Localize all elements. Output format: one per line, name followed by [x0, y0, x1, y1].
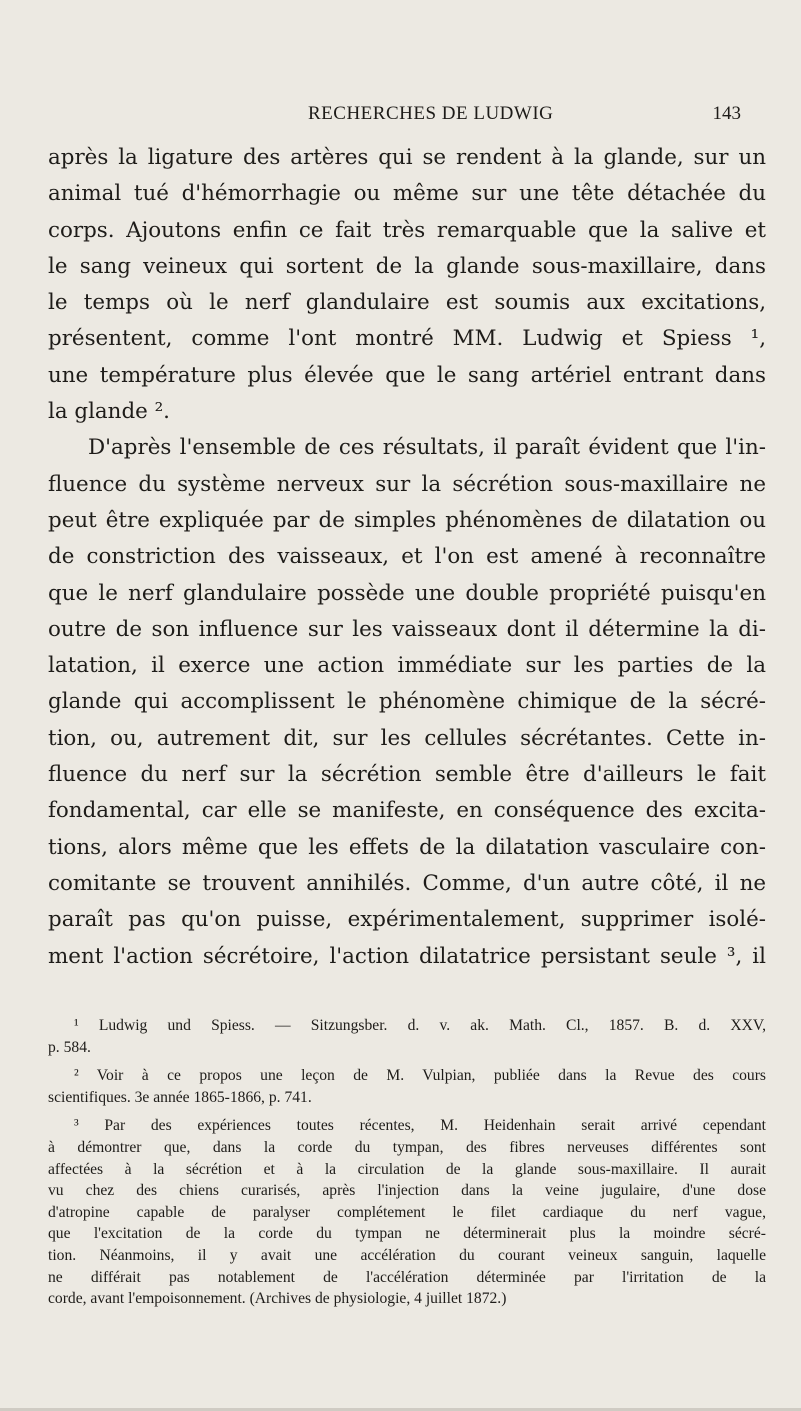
footnote-2-line: ² Voir à ce propos une leçon de M. Vulpian, publiée dans la Revue des cours — [74, 1067, 766, 1085]
text-line: fluence du système nerveux sur la sécrétion sous-maxillaire ne — [48, 471, 766, 497]
text-line: paraît pas qu'on puisse, expérimentalement, supprimer isolé- — [48, 907, 766, 933]
text-line: outre de son influence sur les vaisseaux dont il détermine la di- — [48, 616, 766, 642]
footnote-1-line: ¹ Ludwig und Spiess. — Sitzungsber. d. v. ak. Math. Cl., 1857. B. d. XXV, — [74, 1017, 766, 1034]
text-line: fondamental, car elle se manifeste, en conséquence des excita- — [48, 798, 766, 824]
text-line: tion, ou, autrement dit, sur les cellules sécrétantes. Cette in- — [48, 725, 766, 751]
footnotes — [48, 1015, 766, 1310]
text-line: présentent, comme l'ont montré MM. Ludwig et Spiess ¹, — [48, 326, 766, 352]
footnote-3-line: que l'excitation de la corde du tympan ne déterminerait plus la moindre sécré- — [48, 1225, 766, 1243]
text-line: tions, alors même que les effets de la dilatation vasculaire con- — [48, 834, 766, 860]
text-line: ment l'action sécrétoire, l'action dilatatrice persistant seule ³, il — [48, 943, 766, 969]
text-line: fluence du nerf sur la sécrétion semble être d'ailleurs le fait — [48, 762, 766, 788]
text-line: peut être expliquée par de simples phénomènes de dilatation ou — [48, 507, 766, 533]
running-title: RECHERCHES DE LUDWIG — [308, 103, 554, 124]
text-line: la glande ². — [48, 399, 170, 425]
footnote-3-line: affectées à la sécrétion et à la circulation de la glande sous-maxillaire. Il aurait — [48, 1160, 766, 1178]
text-line: animal tué d'hémorrhagie ou même sur une tête détachée du — [48, 181, 766, 207]
text-line: le sang veineux qui sortent de la glande sous-maxillaire, dans — [48, 253, 766, 279]
footnote-2-line: scientifiques. 3e année 1865-1866, p. 741. — [48, 1088, 312, 1106]
footnote-1-line: p. 584. — [48, 1038, 91, 1056]
text-line: comitante se trouvent annihilés. Comme, d'un autre côté, il ne — [48, 870, 766, 896]
text-line: D'après l'ensemble de ces résultats, il paraît évident que l'in- — [88, 435, 766, 461]
text-line: glande qui accomplissent le phénomène chimique de la sécré- — [48, 689, 766, 715]
footnote-3-line: ne différait pas notablement de l'accélération déterminée par l'irritation de la — [48, 1268, 766, 1286]
footnote-3-line: ³ Par des expériences toutes récentes, M. Heidenhain serait arrivé cependant — [74, 1117, 766, 1135]
footnote-3-line: d'atropine capable de paralyser complétement le filet cardiaque du nerf vague, — [48, 1203, 766, 1221]
text-line: latation, il exerce une action immédiate sur les parties de la — [48, 653, 766, 679]
footnote-3-line: tion. Néanmoins, il y avait une accélération du courant veineux sanguin, laquelle — [48, 1246, 766, 1264]
text-line: après la ligature des artères qui se rendent à la glande, sur un — [48, 145, 766, 170]
text-line: que le nerf glandulaire possède une double propriété puisqu'en — [48, 580, 766, 606]
text-line: de constriction des vaisseaux, et l'on est amené à reconnaître — [48, 544, 766, 570]
main-text — [48, 140, 766, 975]
footnote-3-line: vu chez des chiens curarisés, après l'injection dans la veine jugulaire, d'une dose — [48, 1182, 766, 1200]
footnote-3-line: à démontrer que, dans la corde du tympan, des fibres nerveuses différentes sont — [48, 1138, 766, 1156]
footnote-3-line: corde, avant l'empoisonnement. (Archives de physiologie, 4 juillet 1872.) — [48, 1290, 507, 1308]
text-line: une température plus élevée que le sang artériel entrant dans — [48, 362, 766, 388]
page-number: 143 — [712, 103, 741, 124]
text-line: le temps où le nerf glandulaire est soumis aux excitations, — [48, 290, 766, 316]
text-line: corps. Ajoutons enfin ce fait très remarquable que la salive et — [48, 217, 766, 243]
page-header — [0, 103, 801, 131]
